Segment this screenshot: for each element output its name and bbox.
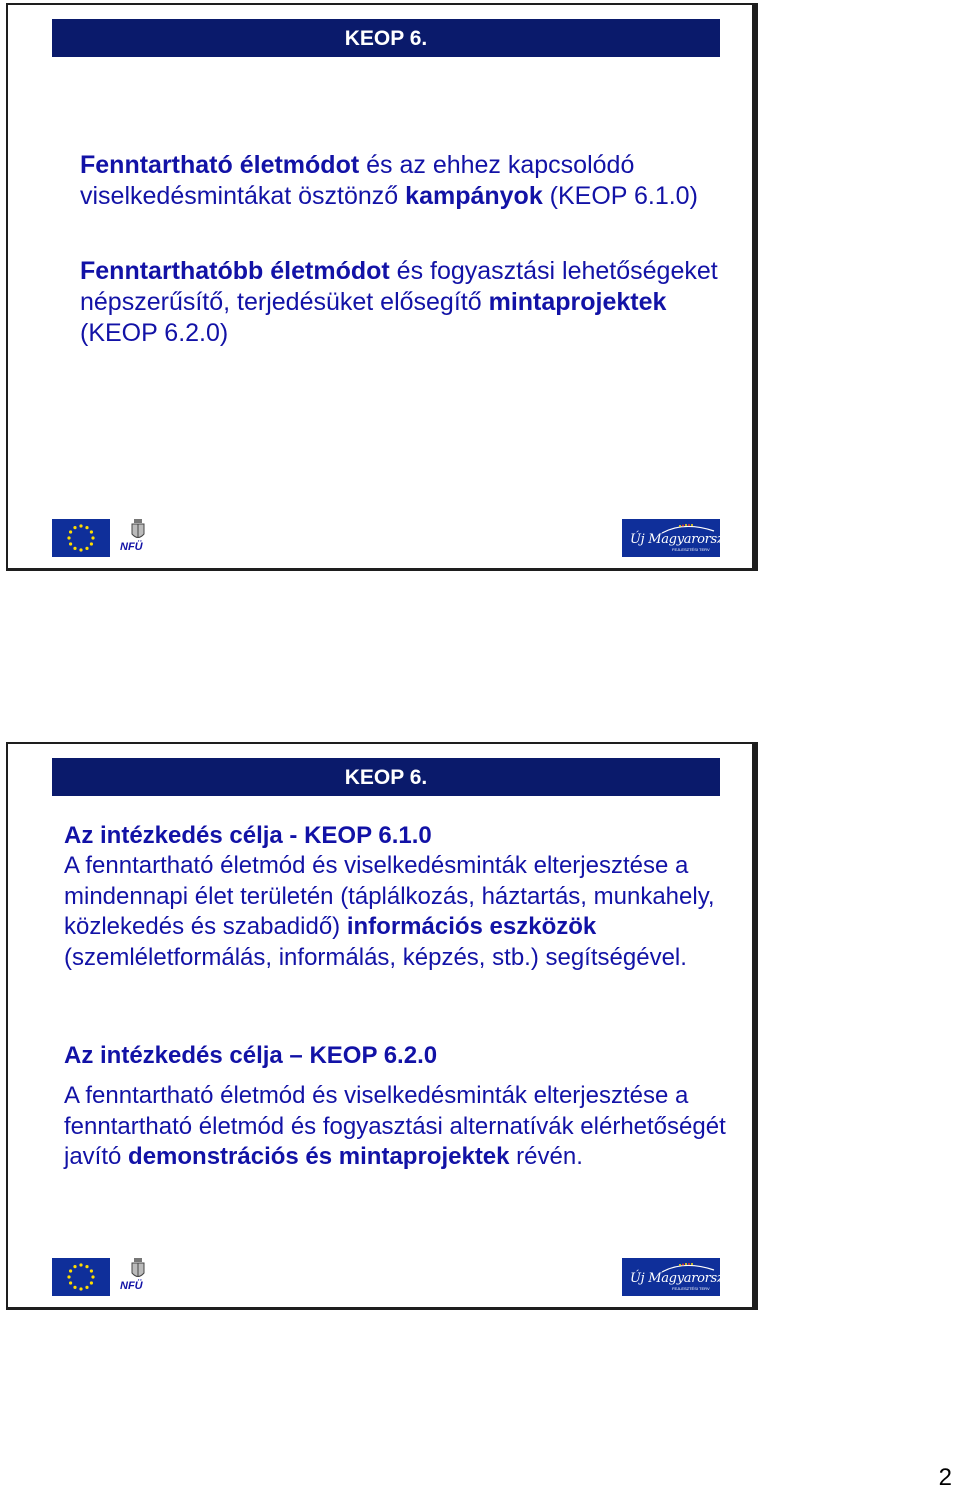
eu-flag-logo [52,519,110,557]
uj-magyarorszag-logo [622,1258,739,1296]
text: (szemléletformálás, informálás, képzés, stb.) segítségével. [64,943,687,971]
slide-header: KEOP 6. [52,19,720,57]
coat-of-arms-icon [120,517,156,543]
text: A fenntartható életmód és viselkedésminták elterjesztése a fenntartható életmód és fogyasztási alternatívák elérhetőségét javító [64,1082,726,1170]
slide-1 [6,3,758,571]
text: révén. [509,1143,583,1170]
logo-subtitle: FEJLESZTÉSI TERV [672,547,710,552]
bold-text: Fenntarthatóbb életmódot [80,257,390,285]
nfu-label: NFÜ [120,541,143,553]
section-heading-6-1-0: Az intézkedés célja - KEOP 6.1.0 [64,822,432,849]
section-heading-6-2-0: Az intézkedés célja – KEOP 6.2.0 [64,1042,438,1069]
text: és az ehhez kapcsolódó viselkedésmintákat ösztönző [80,151,635,210]
nfu-logo [120,1256,156,1298]
page-number: 2 [938,1464,952,1491]
logo-subtitle: FEJLESZTÉSI TERV [672,1286,710,1291]
slide-paragraph-pilot-projects [80,256,740,349]
nfu-logo [120,517,156,559]
section-paragraph-6-1-0 [64,851,744,973]
bold-text: demonstrációs és mintaprojektek [128,1143,510,1170]
bold-text: Fenntartható életmódot [80,151,360,179]
coat-of-arms-icon [120,1256,156,1282]
uj-magyarorszag-logo [622,519,739,557]
bold-text: információs eszközök [346,913,597,940]
slide-header: KEOP 6. [52,758,720,796]
nfu-label: NFÜ [120,1280,143,1292]
text: A fenntartható életmód és viselkedésminták elterjesztése a mindennapi élet területén (táplálkozás, háztartás, munkahely, közlekedés és szabadidő) [64,852,715,940]
slide-2 [6,742,758,1310]
bold-text: kampányok [405,182,543,210]
logo-script-text: Új Magyarország [630,1271,739,1286]
slide-paragraph-campaigns [80,150,740,212]
text: és fogyasztási lehetőségeket népszerűsítő, terjedésüket elősegítő [80,257,718,316]
section-paragraph-6-2-0 [64,1081,744,1173]
eu-flag-logo [52,1258,110,1296]
bold-text: mintaprojektek [488,288,667,316]
text: (KEOP 6.1.0) [542,182,698,210]
text: (KEOP 6.2.0) [80,319,229,347]
logo-script-text: Új Magyarország [630,532,739,547]
